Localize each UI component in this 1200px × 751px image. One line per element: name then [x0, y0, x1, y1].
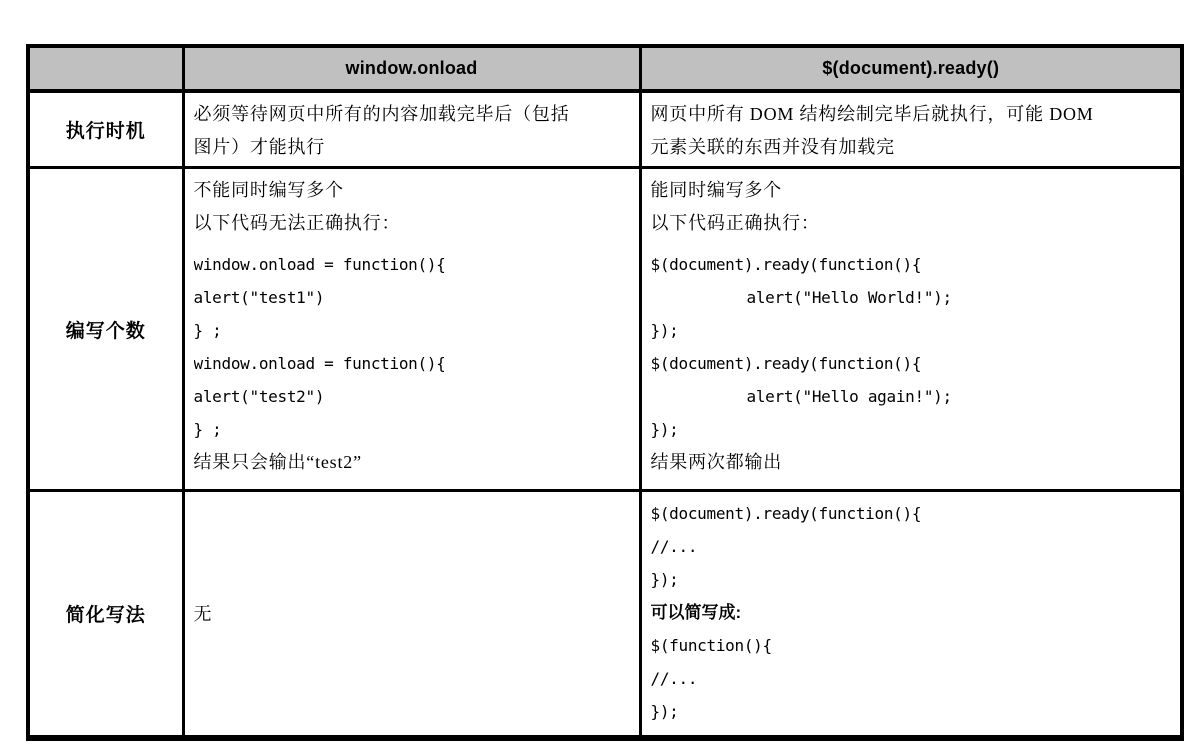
header-row [28, 46, 1182, 91]
table-header [28, 46, 1182, 91]
table-row [28, 168, 1182, 491]
cell-line: //... [650, 537, 698, 556]
header-window-onload: window.onload [183, 46, 640, 91]
cell-line: 必须等待网页中所有的内容加载完毕后（包括 [193, 104, 570, 124]
comparison-table [26, 44, 1184, 741]
header-document-ready: $(document).ready() [640, 46, 1182, 91]
cell-line: $(function(){ [650, 636, 772, 655]
onload-cell [183, 91, 640, 168]
cell-line: 无 [193, 604, 213, 625]
cell-line: $(document).ready(function(){ [650, 504, 922, 523]
cell-line: 网页中所有 DOM 结构绘制完毕后就执行，可能 DOM [650, 104, 1094, 124]
cell-line: 以下代码正确执行： [650, 213, 820, 233]
cell-line: alert("Hello World!"); [746, 288, 952, 307]
cell-line: 不能同时编写多个 [193, 180, 344, 200]
table-wrap [26, 44, 1184, 741]
cell-line: 结果两次都输出 [650, 452, 783, 472]
cell-line: window.onload = function(){ [193, 255, 446, 274]
cell-line: 以下代码无法正确执行： [193, 213, 401, 233]
cell-line: }); [650, 420, 679, 439]
onload-cell [183, 168, 640, 491]
ready-cell [640, 168, 1182, 491]
ready-cell [640, 491, 1182, 738]
cell-line: }); [650, 702, 679, 721]
cell-line: $(document).ready(function(){ [650, 255, 922, 274]
cell-line: 元素关联的东西并没有加载完 [650, 137, 895, 157]
cell-line: 能同时编写多个 [650, 180, 783, 200]
cell-line: } ; [193, 420, 222, 439]
cell-line: 图片）才能执行 [193, 137, 326, 157]
table-row [28, 91, 1182, 168]
cell-line: 结果只会输出“test2” [193, 452, 362, 472]
table-body [28, 91, 1182, 738]
onload-cell [183, 491, 640, 738]
cell-line: alert("test1") [193, 288, 325, 307]
cell-line: } ; [193, 321, 222, 340]
row-label: 执行时机 [28, 91, 183, 168]
cell-line: $(document).ready(function(){ [650, 354, 922, 373]
cell-line: window.onload = function(){ [193, 354, 446, 373]
cell-line: 可以简写成: [650, 603, 742, 622]
cell-line: }); [650, 570, 679, 589]
cell-line: alert("Hello again!"); [746, 387, 952, 406]
row-label: 简化写法 [28, 491, 183, 738]
row-label: 编写个数 [28, 168, 183, 491]
table-row [28, 491, 1182, 738]
header-corner-cell [28, 46, 183, 91]
cell-line: }); [650, 321, 679, 340]
cell-line: //... [650, 669, 698, 688]
cell-line: alert("test2") [193, 387, 325, 406]
ready-cell [640, 91, 1182, 168]
